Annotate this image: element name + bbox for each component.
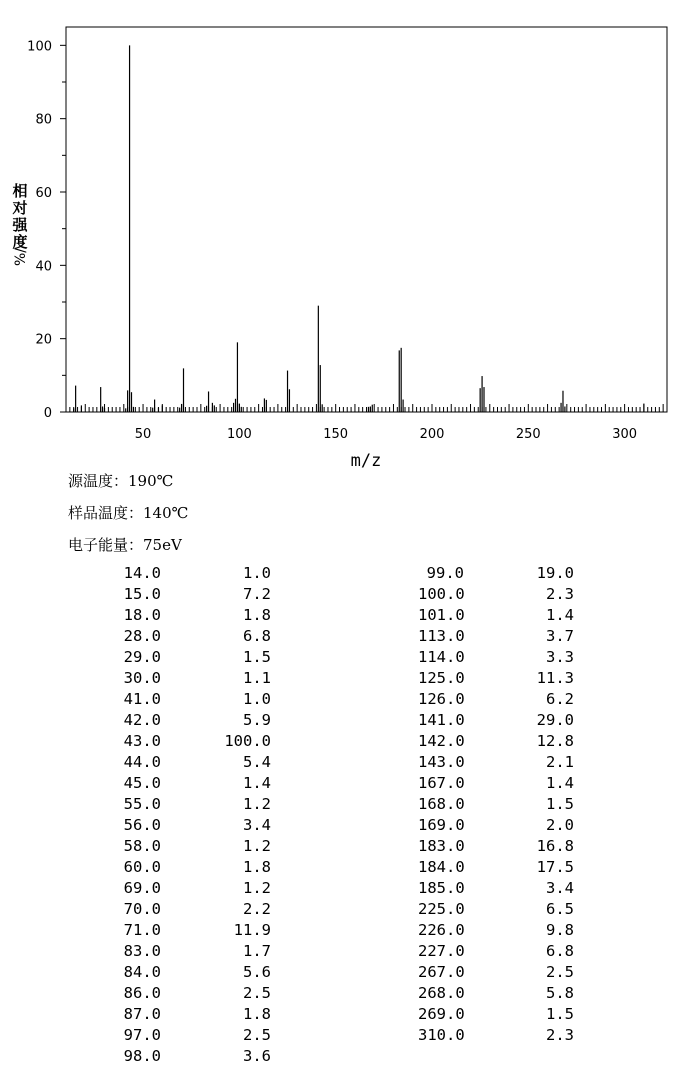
peak-mz: 126.0 bbox=[418, 690, 465, 708]
peak-mz: 69.0 bbox=[123, 879, 161, 897]
peak-mz: 43.0 bbox=[123, 732, 161, 750]
peak-mz: 18.0 bbox=[123, 606, 161, 624]
x-tick-label: 50 bbox=[134, 427, 152, 442]
peak-abundance: 11.9 bbox=[233, 921, 271, 939]
peak-mz: 87.0 bbox=[123, 1005, 161, 1023]
sample-temperature: 样品温度：140℃ bbox=[68, 504, 189, 522]
peak-abundance: 12.8 bbox=[536, 732, 574, 750]
y-tick-label: 0 bbox=[43, 406, 52, 421]
peak-abundance: 1.8 bbox=[243, 1005, 271, 1023]
peak-mz: 114.0 bbox=[418, 648, 465, 666]
x-axis-label: m/z bbox=[350, 451, 382, 471]
peak-abundance: 1.4 bbox=[546, 774, 574, 792]
peak-abundance: 5.9 bbox=[243, 711, 271, 729]
spectrum-bars bbox=[74, 45, 644, 412]
mass-spectrum-chart bbox=[0, 0, 684, 475]
peak-mz: 55.0 bbox=[123, 795, 161, 813]
peak-mz: 101.0 bbox=[418, 606, 465, 624]
y-tick-label: 40 bbox=[35, 259, 52, 275]
peak-mz: 42.0 bbox=[123, 711, 161, 729]
peak-abundance: 1.8 bbox=[243, 858, 271, 876]
peak-abundance: 6.8 bbox=[546, 942, 574, 960]
peak-mz: 184.0 bbox=[418, 858, 465, 876]
peak-abundance: 6.5 bbox=[546, 900, 574, 918]
x-tick-label: 200 bbox=[419, 427, 445, 442]
y-tick-labels bbox=[27, 39, 52, 421]
peak-mz: 56.0 bbox=[123, 816, 161, 834]
peak-mz: 185.0 bbox=[418, 879, 465, 897]
peak-mz: 226.0 bbox=[418, 921, 465, 939]
y-label-char: 强 bbox=[12, 216, 28, 234]
peak-mz: 71.0 bbox=[123, 921, 161, 939]
peak-mz: 183.0 bbox=[418, 837, 465, 855]
peak-abundance: 1.2 bbox=[243, 795, 271, 813]
peak-abundance: 1.5 bbox=[546, 795, 574, 813]
peak-mz: 70.0 bbox=[123, 900, 161, 918]
peak-mz: 97.0 bbox=[123, 1026, 161, 1044]
peak-mz: 167.0 bbox=[418, 774, 465, 792]
peak-abundance: 2.5 bbox=[243, 984, 271, 1002]
peak-abundance: 1.8 bbox=[243, 606, 271, 624]
y-label-char: 对 bbox=[12, 199, 28, 217]
peak-mz: 86.0 bbox=[123, 984, 161, 1002]
peak-mz: 58.0 bbox=[123, 837, 161, 855]
peak-abundance: 5.6 bbox=[243, 963, 271, 981]
peak-abundance: 7.2 bbox=[243, 585, 271, 603]
peak-mz: 168.0 bbox=[418, 795, 465, 813]
y-label-unit: %/ bbox=[13, 247, 29, 266]
peak-mz: 14.0 bbox=[123, 564, 161, 582]
peak-mz: 41.0 bbox=[123, 690, 161, 708]
peak-abundance: 3.4 bbox=[243, 816, 271, 834]
peak-abundance: 5.4 bbox=[243, 753, 271, 771]
peak-mz: 268.0 bbox=[418, 984, 465, 1002]
source-temperature: 源温度：190℃ bbox=[68, 472, 174, 490]
peak-abundance: 2.1 bbox=[546, 753, 574, 771]
peak-abundance: 100.0 bbox=[224, 732, 271, 750]
peak-mz: 113.0 bbox=[418, 627, 465, 645]
peak-abundance: 2.5 bbox=[546, 963, 574, 981]
peak-abundance: 11.3 bbox=[536, 669, 574, 687]
axis-ticks bbox=[60, 45, 663, 412]
peak-abundance: 16.8 bbox=[536, 837, 574, 855]
x-tick-label: 300 bbox=[612, 427, 638, 442]
peak-abundance: 2.3 bbox=[546, 585, 574, 603]
peak-abundance: 6.2 bbox=[546, 690, 574, 708]
y-label-char: 度 bbox=[12, 233, 28, 251]
y-tick-label: 20 bbox=[35, 332, 52, 348]
peak-abundance: 17.5 bbox=[536, 858, 574, 876]
y-tick-label: 100 bbox=[27, 39, 52, 55]
peak-mz: 310.0 bbox=[418, 1026, 465, 1044]
peak-mz: 227.0 bbox=[418, 942, 465, 960]
peak-abundance: 1.7 bbox=[243, 942, 271, 960]
plot-frame bbox=[66, 27, 667, 412]
peak-mz: 267.0 bbox=[418, 963, 465, 981]
peak-abundance: 1.0 bbox=[243, 564, 271, 582]
peak-abundance: 1.2 bbox=[243, 837, 271, 855]
peak-abundance: 1.2 bbox=[243, 879, 271, 897]
x-tick-label: 150 bbox=[323, 427, 349, 442]
peak-mz: 141.0 bbox=[418, 711, 465, 729]
peak-abundance: 2.0 bbox=[546, 816, 574, 834]
peak-mz: 125.0 bbox=[418, 669, 465, 687]
peak-abundance: 3.4 bbox=[546, 879, 574, 897]
peak-mz: 143.0 bbox=[418, 753, 465, 771]
peak-abundance: 2.2 bbox=[243, 900, 271, 918]
peak-mz: 45.0 bbox=[123, 774, 161, 792]
electron-energy: 电子能量：75eV bbox=[68, 536, 182, 554]
peak-abundance: 1.4 bbox=[243, 774, 271, 792]
peak-mz: 84.0 bbox=[123, 963, 161, 981]
peak-abundance: 2.3 bbox=[546, 1026, 574, 1044]
peak-abundance: 1.5 bbox=[243, 648, 271, 666]
peak-abundance: 29.0 bbox=[536, 711, 574, 729]
peak-abundance: 1.0 bbox=[243, 690, 271, 708]
peak-mz: 29.0 bbox=[123, 648, 161, 666]
peak-mz: 30.0 bbox=[123, 669, 161, 687]
peak-mz: 28.0 bbox=[123, 627, 161, 645]
peak-mz: 99.0 bbox=[426, 564, 464, 582]
peak-abundance: 5.8 bbox=[546, 984, 574, 1002]
x-tick-label: 100 bbox=[226, 427, 252, 442]
peak-abundance: 9.8 bbox=[546, 921, 574, 939]
peak-abundance: 19.0 bbox=[536, 564, 574, 582]
peak-mz: 98.0 bbox=[123, 1047, 161, 1065]
peak-abundance: 1.1 bbox=[243, 669, 271, 687]
y-tick-label: 80 bbox=[35, 112, 52, 128]
y-axis-label bbox=[11, 182, 29, 266]
peak-abundance: 3.6 bbox=[243, 1047, 271, 1065]
peak-mz: 169.0 bbox=[418, 816, 465, 834]
peak-abundance: 1.5 bbox=[546, 1005, 574, 1023]
peak-mz: 269.0 bbox=[418, 1005, 465, 1023]
peak-abundance: 1.4 bbox=[546, 606, 574, 624]
y-tick-label: 60 bbox=[35, 186, 52, 201]
peak-abundance: 6.8 bbox=[243, 627, 271, 645]
peak-mz: 60.0 bbox=[123, 858, 161, 876]
y-label-char: 相 bbox=[12, 182, 28, 200]
x-tick-labels bbox=[135, 427, 637, 442]
peak-mz: 83.0 bbox=[123, 942, 161, 960]
peak-mz: 15.0 bbox=[123, 585, 161, 603]
x-tick-label: 250 bbox=[515, 427, 541, 442]
peak-abundance: 3.7 bbox=[546, 627, 574, 645]
peak-abundance: 3.3 bbox=[546, 648, 574, 666]
peak-abundance: 2.5 bbox=[243, 1026, 271, 1044]
peak-mz: 142.0 bbox=[418, 732, 465, 750]
peak-mz: 100.0 bbox=[418, 585, 465, 603]
peak-mz: 225.0 bbox=[418, 900, 465, 918]
peak-mz: 44.0 bbox=[123, 753, 161, 771]
